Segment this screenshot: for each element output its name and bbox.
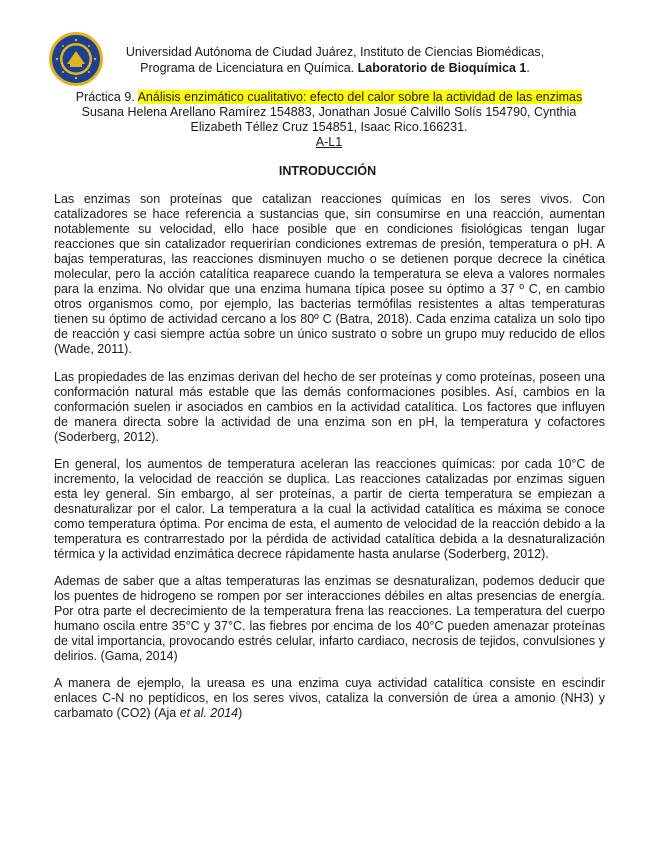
paragraph-1: Las enzimas son proteínas que catalizan reacciones químicas en los seres vivos. Con catalizadores se hace referencia a sustancias que, sin consumirse en una reacción, aumentan notablemente su velocidad, ello hace posible que en condiciones fisiológicas tengan lugar reacciones que sin catalizador requerirían condiciones extremas de presión, temperatura o pH. A bajas temperaturas, las reacciones disminuyen mucho o se detienen porque decrece la cinética molecular, pero la acción catalítica reaparece cuando la temperatura se eleva a valores normales para la enzima. No olvidar que una enzima humana típica posee su óptimo a 37 º C, en cambio otros organismos como, por ejemplo, las bacterias termófilas resistentes a altas temperaturas tienen su óptimo de actividad cercano a los 80º C (Batra, 2018). Cada enzima cataliza un solo tipo de reacción y casi siempre actúa sobre un único sustrato o sobre un grupo muy reducido de ellos (Wade, 2011). (54, 192, 605, 357)
lab-name: Laboratorio de Bioquímica 1 (357, 61, 527, 75)
practice-prefix: Práctica 9. (75, 90, 135, 104)
paragraph-4: Ademas de saber que a altas temperaturas las enzimas se desnaturalizan, podemos deducir que los puentes de hidrogeno se rompen por ser interacciones débiles en altas presencias de energía. Por otra parte el decrecimiento de la temperatura frena las reacciones. La temperatura del cuerpo humano oscila entre 35°C y 37°C. las fiebres por encima de los 40°C pueden amenazar proteínas de vital importancia, provocando estrés celular, infarto cardiaco, necrosis de tejidos, convulsiones y delirios. (Gama, 2014) (54, 574, 605, 664)
university-seal-icon (48, 31, 104, 87)
practice-info (60, 90, 598, 150)
practice-title-line (60, 90, 598, 105)
practice-title: Análisis enzimático cualitativo: efecto del calor sobre la actividad de las enzimas (137, 90, 583, 104)
paragraph-5-citation: et al. 2014 (179, 706, 239, 721)
paragraph-5-end: ) (238, 706, 243, 721)
program-name: Programa de Licenciatura en Química. (140, 61, 355, 75)
lab-period: . (526, 61, 530, 75)
introduction-body (54, 192, 605, 734)
institution-line: Universidad Autónoma de Ciudad Juárez, Instituto de Ciencias Biomédicas, (125, 45, 545, 59)
section-title: INTRODUCCIÓN (278, 164, 377, 178)
paragraph-3: En general, los aumentos de temperatura aceleran las reacciones químicas: por cada 10°C de incremento, la velocidad de reacción se duplica. Las reacciones catalizadas por enzimas siguen esta ley general. Sin embargo, al ser proteínas, a partir de cierta temperatura se empiezan a desnaturalizar por el calor. La temperatura a la cual la actividad catalítica es máxima se conoce como temperatura óptima. Por encima de esta, el aumento de velocidad de la reacción debido a la temperatura es contrarrestado por la pérdida de actividad catalítica debida a la desnaturalización térmica y la actividad enzimática decrece rápidamente hasta anularse (Soderberg, 2012). (54, 456, 605, 562)
program-line (104, 60, 566, 76)
document-header (104, 44, 566, 76)
authors: Susana Helena Arellano Ramírez 154883, Jonathan Josué Calvillo Solís 154790, Cynthia Elizabeth Téllez Cruz 154851, Isaac Rico.166231. (81, 105, 577, 134)
group-code: A-L1 (315, 135, 343, 149)
paragraph-2: Las propiedades de las enzimas derivan del hecho de ser proteínas y como proteínas, poseen una conformación natural más estable que las demás conformaciones posibles. Así, cambios en la conformación suelen ir asociados en cambios en la actividad catalítica. Los factores que influyen de manera directa sobre la actividad de una enzima son en pH, la temperatura y cofactores (Soderberg, 2012). (54, 369, 605, 444)
paragraph-5-text: A manera de ejemplo, la ureasa es una enzima cuya actividad catalítica consiste en escindir enlaces C-N no peptídicos, en los seres vivos, cataliza la conversión de úrea a amonio (NH3) y carbamato (CO2) (Aja (54, 676, 605, 721)
paragraph-5 (54, 676, 605, 721)
